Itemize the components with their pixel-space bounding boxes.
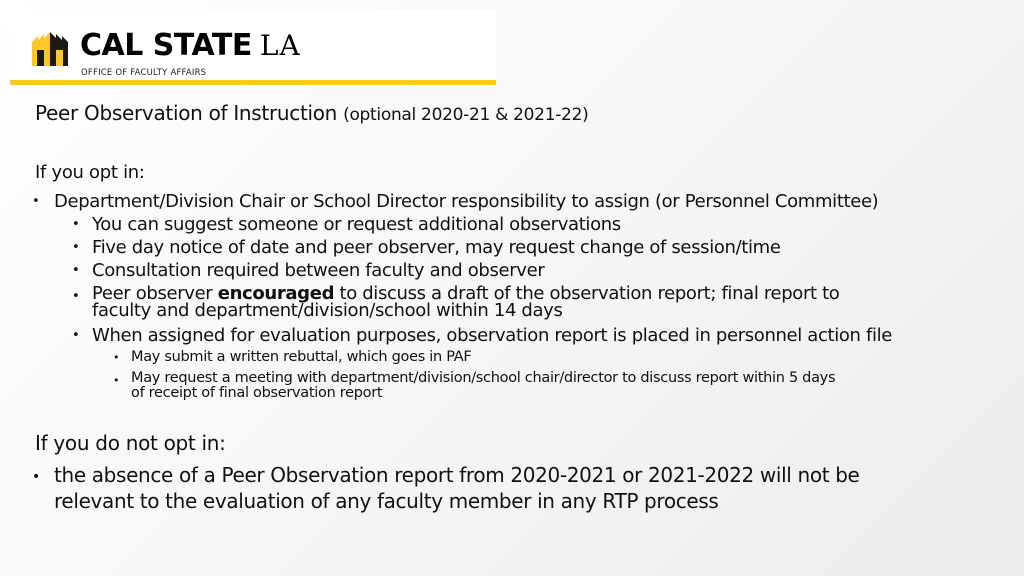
- logo-accent-bar: [10, 80, 496, 85]
- bullet-icon: •: [113, 351, 120, 364]
- list-item: • the absence of a Peer Observation report from 2020-2021 or 2021-2022 will not be relevant to the evaluation of any faculty member in any RTP process: [32, 463, 860, 513]
- bullet-icon: •: [72, 240, 80, 255]
- bullet-icon: •: [72, 263, 80, 278]
- list-item: • May submit a written rebuttal, which goes in PAF: [113, 349, 472, 365]
- logo-subtitle: OFFICE OF FACULTY AFFAIRS: [81, 68, 207, 78]
- castle-tower-icon: [28, 26, 72, 70]
- list-item: • Department/Division Chair or School Director responsibility to assign (or Personnel Committee): [32, 191, 879, 212]
- encouraged-emphasis: encouraged: [217, 283, 335, 304]
- list-item: • May request a meeting with department/division/school chair/director to discuss report within 5 days of receipt of final observation report: [113, 370, 836, 401]
- bullet-icon: •: [72, 328, 80, 343]
- opt-in-title: If you opt in:: [35, 162, 145, 183]
- page-title: [35, 101, 588, 125]
- list-item: • When assigned for evaluation purposes, observation report is placed in personnel action file: [72, 325, 892, 346]
- bullet-icon: •: [32, 469, 40, 485]
- page-title-main: Peer Observation of Instruction: [35, 101, 338, 125]
- bullet-icon: •: [113, 374, 120, 387]
- logo-title-suffix: LA: [259, 29, 301, 62]
- list-item: • Peer observer encouraged to discuss a draft of the observation report; final report to faculty and department/division/school within 14 days: [72, 283, 840, 321]
- list-item: • Five day notice of date and peer observer, may request change of session/time: [72, 237, 781, 258]
- bullet-icon: •: [72, 289, 80, 304]
- list-item: • Consultation required between faculty and observer: [72, 260, 545, 281]
- opt-out-title: If you do not opt in:: [35, 431, 226, 455]
- logo-area: [10, 10, 496, 82]
- bullet-icon: •: [72, 217, 80, 232]
- page-title-note: (optional 2020-21 & 2021-22): [343, 105, 589, 125]
- bullet-icon: •: [32, 194, 40, 209]
- logo-title: CAL STATE LA: [80, 28, 301, 63]
- list-item: • You can suggest someone or request additional observations: [72, 214, 621, 235]
